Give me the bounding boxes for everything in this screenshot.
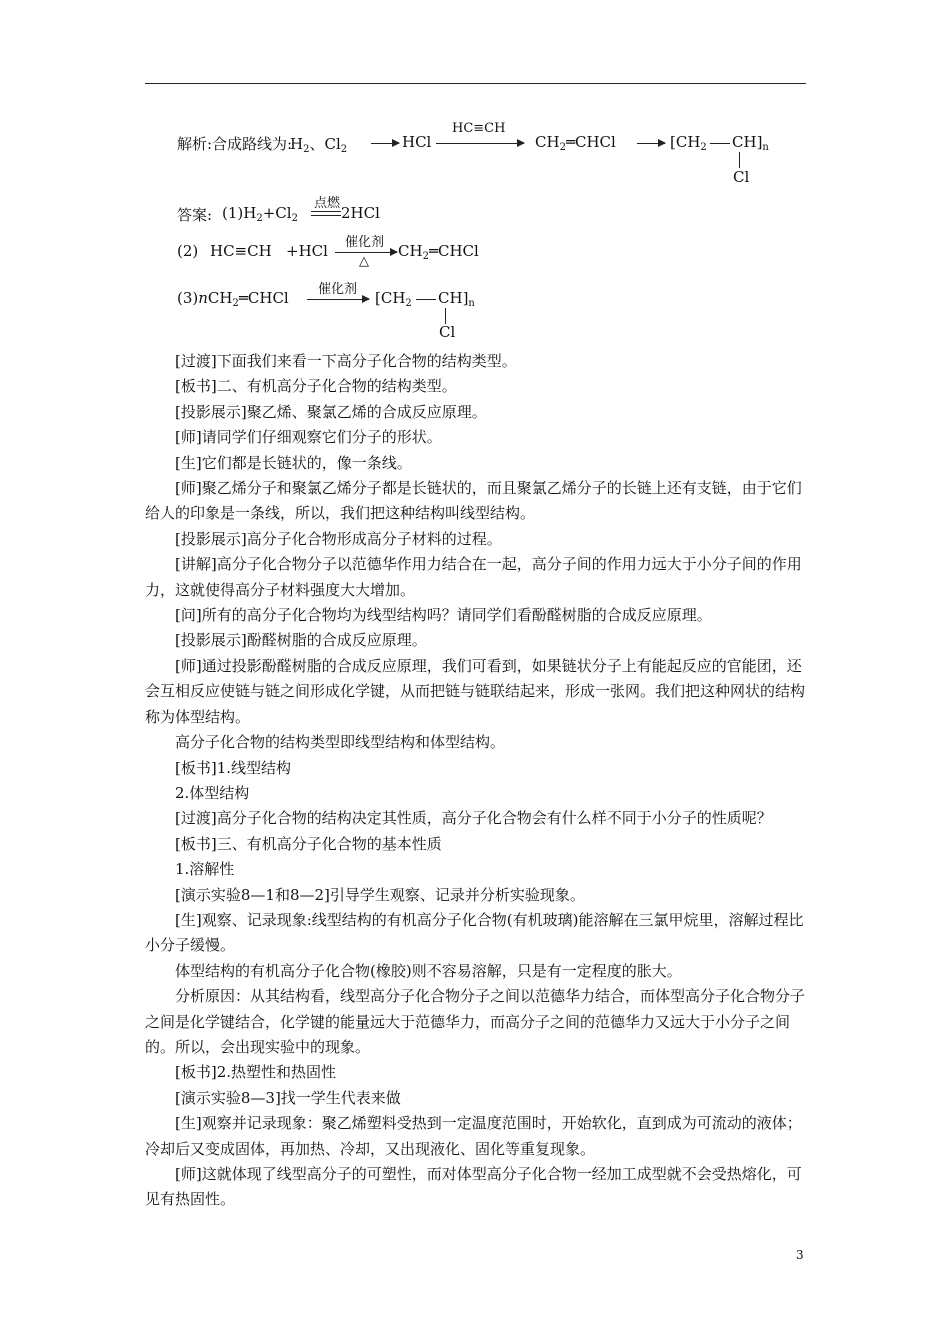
- reaction-arrow: [335, 252, 397, 253]
- paragraph: [板书]三、有机高分子化合物的基本性质: [175, 834, 442, 853]
- paragraph: [师]这就体现了线型高分子的可塑性，而对体型高分子化合物一经加工成型就不会受热熔化，可见有热固性。: [145, 1165, 802, 1209]
- answer-2-catalyst: 催化剂: [345, 235, 385, 250]
- paragraph: 体型结构的有机高分子化合物(橡胶)则不容易溶解，只是有一定程度的胀大。: [175, 961, 682, 980]
- bond-line: [710, 143, 730, 144]
- paragraph: [讲解]高分子化合物分子以范德华作用力结合在一起，高分子间的作用力远大于小分子间的作用力，这就使得高分子材料强度大大增加。: [145, 555, 802, 599]
- paragraph: [投影展示]高分子化合物形成高分子材料的过程。: [175, 529, 502, 548]
- paragraph: [投影展示]聚乙烯、聚氯乙烯的合成反应原理。: [175, 402, 487, 421]
- route-product-hcl: HCl: [402, 133, 432, 151]
- equals-line: [311, 211, 341, 212]
- paragraph: [演示实验8—3]找一学生代表来做: [175, 1088, 401, 1107]
- paragraph: [问]所有的高分子化合物均为线型结构吗？请同学们看酚醛树脂的合成反应原理。: [175, 606, 712, 625]
- paragraph: [生]它们都是长链状的，像一条线。: [175, 453, 412, 472]
- answer-3-polymer-ch: $CH]_n$: [438, 289, 475, 309]
- route-label: 解析:合成路线为:: [177, 135, 293, 153]
- paragraph: [投影展示]酚醛树脂的合成反应原理。: [175, 631, 427, 650]
- route-vinyl-chloride: $CH_2═CHCl$: [535, 133, 616, 153]
- paragraph: [师]聚乙烯分子和聚氯乙烯分子都是长链状的，而且聚氯乙烯分子的长链上还有支链，由于它们给人的印象是一条线，所以，我们把这种结构叫线型结构。: [145, 479, 802, 523]
- reaction-arrow: [436, 143, 524, 144]
- route-reactants: $H_2$、$Cl_2$: [290, 135, 348, 155]
- paragraph: [演示实验8—1和8—2]引导学生观察、记录并分析实验现象。: [175, 885, 585, 904]
- answer-label: 答案:: [177, 206, 213, 224]
- answer-3-equation: (3)nCH$_2$═CHCl: [177, 289, 289, 309]
- lesson-body: [145, 349, 806, 1213]
- paragraph: [生]观察并记录现象：聚乙烯塑料受热到一定温度范围时，开始软化，直到成为可流动的液体；冷却后又变成固体，再加热、冷却，又出现液化、固化等重复现象。: [145, 1114, 802, 1158]
- answer-2-num: (2): [177, 242, 199, 260]
- equals-line: [311, 215, 341, 216]
- bond-line: [445, 308, 446, 324]
- answer-3-polymer-cl: Cl: [439, 323, 456, 341]
- answer-1-condition: 点燃: [314, 196, 341, 211]
- route-polymer: [$CH_2$: [670, 133, 707, 153]
- route-reagent: HC≡CH: [452, 121, 506, 136]
- paragraph: [师]请同学们仔细观察它们分子的形状。: [175, 428, 442, 447]
- paragraph: 1.溶解性: [175, 860, 235, 879]
- paragraph: 高分子化合物的结构类型即线型结构和体型结构。: [175, 733, 506, 752]
- route-polymer-ch: $CH]_n$: [732, 133, 769, 153]
- answer-2-reactant: HC≡CH: [210, 242, 272, 260]
- bond-line: [739, 152, 740, 168]
- answer-3-catalyst: 催化剂: [318, 282, 358, 297]
- bond-line: [416, 299, 436, 300]
- route-polymer-cl: Cl: [733, 168, 750, 186]
- answer-1-equation: $(1)H_2+Cl_2$: [222, 204, 298, 224]
- answer-2-heat: △: [359, 254, 369, 269]
- reaction-arrow: [371, 143, 399, 144]
- answer-1-product: 2HCl: [341, 204, 380, 222]
- paragraph: [过渡]高分子化合物的结构决定其性质，高分子化合物会有什么样不同于小分子的性质呢？: [175, 809, 772, 828]
- page-number: 3: [796, 1248, 804, 1262]
- header-rule: [145, 83, 806, 84]
- reaction-arrow: [307, 299, 369, 300]
- paragraph: 2.体型结构: [175, 783, 250, 802]
- paragraph: [师]通过投影酚醛树脂的合成反应原理，我们可看到，如果链状分子上有能起反应的官能团，还会互相反应使链与链之间形成化学键，从而把链与链联结起来，形成一张网。我们把这种网状的结构称为体型结构。: [145, 656, 806, 726]
- answer-2-hcl: +HCl: [286, 242, 328, 260]
- answer-2-product: $CH_2═CHCl$: [398, 242, 479, 262]
- paragraph: [板书]2.热塑性和热固性: [175, 1063, 337, 1082]
- subscript: 2: [303, 144, 310, 155]
- paragraph: [板书]二、有机高分子化合物的结构类型。: [175, 377, 457, 396]
- reaction-arrow: [637, 143, 665, 144]
- paragraph: [过渡]下面我们来看一下高分子化合物的结构类型。: [175, 352, 517, 370]
- paragraph: [生]观察、记录现象:线型结构的有机高分子化合物(有机玻璃)能溶解在三氯甲烷里，溶解过程比小分子缓慢。: [145, 910, 804, 955]
- paragraph: [板书]1.线型结构: [175, 758, 292, 777]
- answer-3-polymer: [$CH_2$: [375, 289, 412, 309]
- paragraph: 分析原因：从其结构看，线型高分子化合物分子之间以范德华力结合，而体型高分子化合物分子之间是化学键结合，化学键的能量远大于范德华力，而高分子之间的范德华力又远大于小分子之间的。所以，会出现实验中的现象。: [145, 987, 806, 1056]
